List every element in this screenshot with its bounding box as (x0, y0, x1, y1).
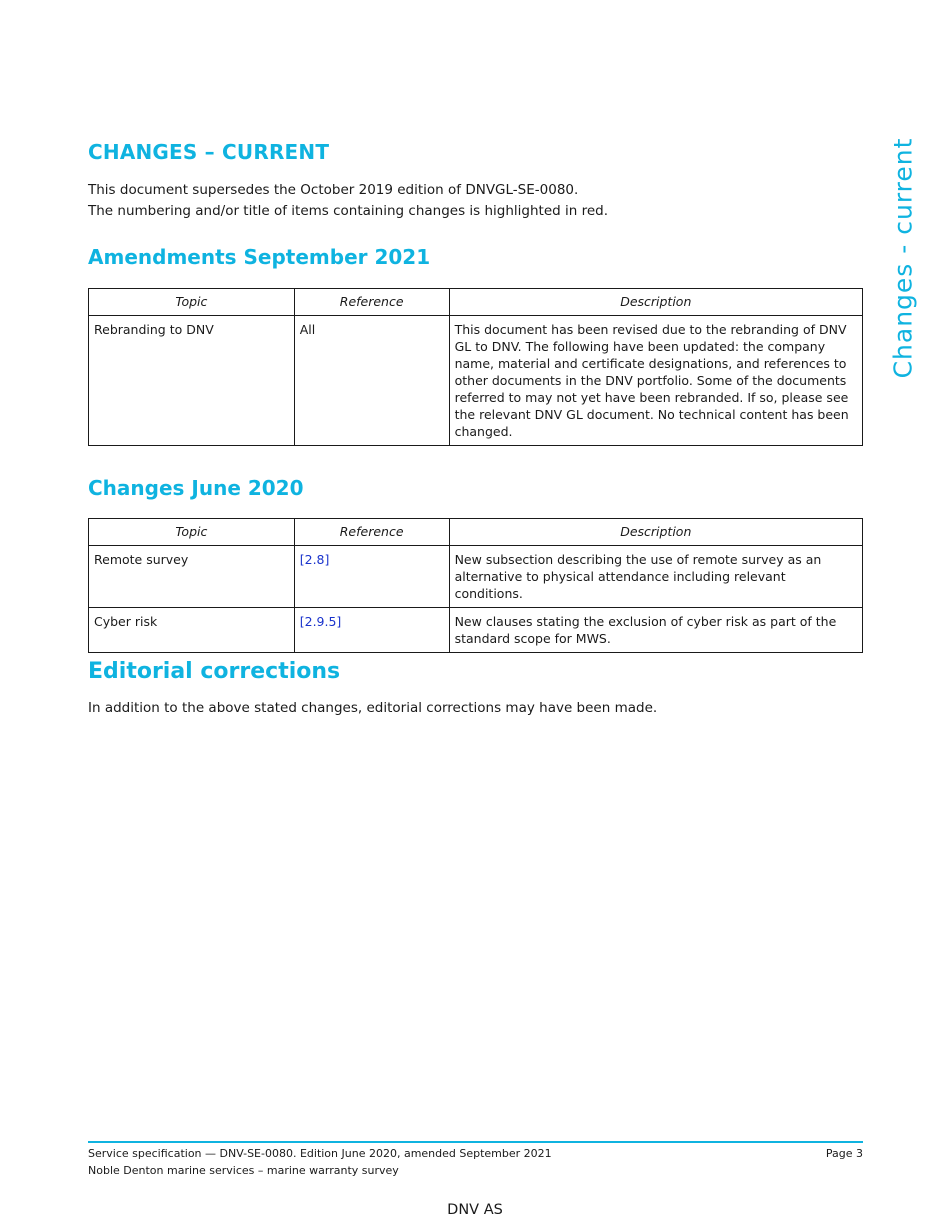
footer-document-subtitle: Noble Denton marine services – marine warranty survey (88, 1164, 399, 1177)
table-row (89, 608, 863, 653)
cell-reference (294, 546, 449, 608)
column-header-description: Description (449, 519, 862, 546)
changes-june-table (88, 518, 863, 653)
table-row (89, 316, 863, 446)
table-header-row (89, 519, 863, 546)
cell-description: This document has been revised due to the rebranding of DNV GL to DNV. The following have been updated: the company name, material and certificate designations, and references to other documents in the DNV portfolio. Some of the documents referred to may not yet have been rebranded. If so, please see the relevant DNV GL document. No technical content has been changed. (449, 316, 862, 446)
cell-topic: Rebranding to DNV (89, 316, 295, 446)
cell-reference: All (294, 316, 449, 446)
editorial-text: In addition to the above stated changes, editorial corrections may have been made. (88, 700, 658, 716)
intro-line: This document supersedes the October 2019 edition of DNVGL-SE-0080. (88, 182, 579, 198)
cell-description: New clauses stating the exclusion of cyber risk as part of the standard scope for MWS. (449, 608, 862, 653)
cell-topic: Cyber risk (89, 608, 295, 653)
side-tab-label: Changes - current (888, 137, 918, 379)
cell-reference (294, 608, 449, 653)
column-header-description: Description (449, 289, 862, 316)
intro-line: The numbering and/or title of items containing changes is highlighted in red. (88, 203, 609, 219)
footer-divider (88, 1141, 863, 1143)
table-header-row (89, 289, 863, 316)
editorial-heading: Editorial corrections (88, 659, 341, 684)
page-title: CHANGES – CURRENT (88, 140, 330, 164)
column-header-reference: Reference (294, 519, 449, 546)
intro-text (88, 180, 608, 222)
footer-document-title: Service specification — DNV-SE-0080. Edition June 2020, amended September 2021 (88, 1147, 552, 1160)
footer-page-number: Page 3 (825, 1147, 863, 1160)
changes-june-heading: Changes June 2020 (88, 476, 304, 500)
cell-description: New subsection describing the use of remote survey as an alternative to physical attendance including relevant conditions. (449, 546, 862, 608)
column-header-topic: Topic (89, 519, 295, 546)
reference-link[interactable]: [2.8] (299, 552, 330, 567)
table-row (89, 546, 863, 608)
amendments-table (88, 288, 863, 446)
column-header-reference: Reference (294, 289, 449, 316)
amendments-heading: Amendments September 2021 (88, 245, 431, 269)
publisher-name: DNV AS (447, 1202, 503, 1218)
cell-topic: Remote survey (89, 546, 295, 608)
reference-link[interactable]: [2.9.5] (299, 614, 342, 629)
column-header-topic: Topic (89, 289, 295, 316)
